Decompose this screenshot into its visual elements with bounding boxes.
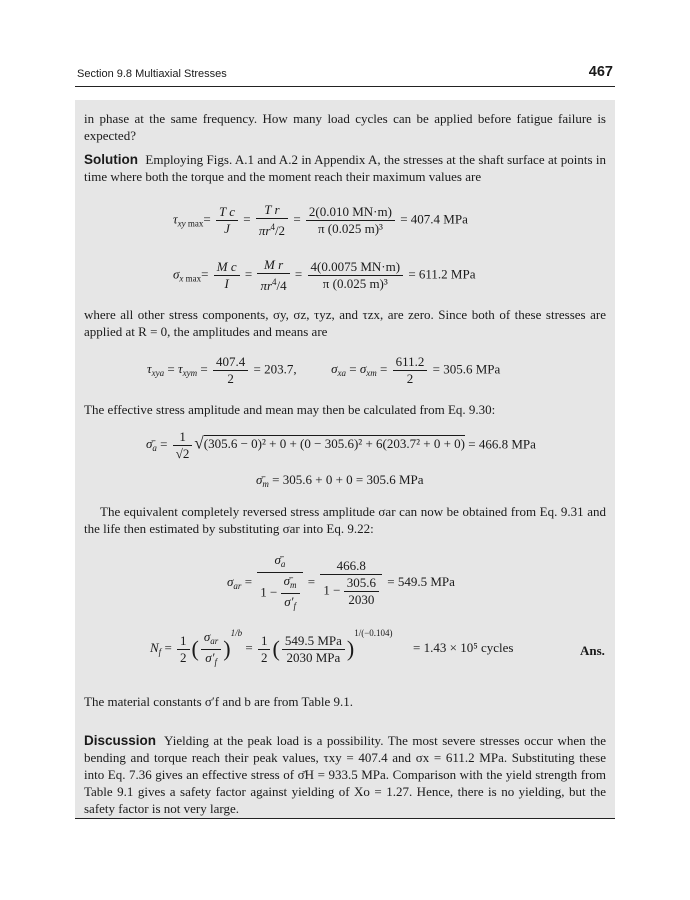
discussion-text: Yielding at the peak load is a possibility. The most severe stresses occur when the bending and torque reach their peak values, τxy = 407.4 and σx = 611.2 MPa. Substituting these into Eq. 7.36 gives an effective stress of σ̄H = 933.5 MPa. Comparison with the yield strength from Table 9.1 gives a safety factor against yielding of Xo = 1.27. Hence, there is no yielding, but the safety factor is not very large. <box>84 733 606 816</box>
paragraph-solution <box>84 151 606 185</box>
eq1-result: = 407.4 MPa <box>400 211 468 227</box>
paragraph-effective: The effective stress amplitude and mean may then be calculated from Eq. 9.30: <box>84 402 496 417</box>
eq4-radicand: (305.6 − 0)² + 0 + (0 − 305.6)² + 6(203.7² + 0 + 0) <box>203 436 465 452</box>
discussion-label: Discussion <box>84 733 157 748</box>
header-rule <box>75 86 615 87</box>
eq2-result: = 611.2 MPa <box>408 266 476 282</box>
solution-label: Solution <box>84 152 138 167</box>
eq7-denominator: 2030 MPa <box>282 649 345 666</box>
paragraph-components: where all other stress components, σy, σz, τyz, and τzx, are zero. Since both of these stresses are applied at R = 0, the amplitudes and means are <box>84 307 606 339</box>
page-number: 467 <box>588 64 613 80</box>
running-header <box>75 64 615 86</box>
equation-tau-max: $\tau_{xy max}=$ $\frac{\text{T c}}{J}$ = $\frac{\text{T r}}{\pi r^4/2}$ = $\frac{2(0.010 MN\cdot m)}{\text{π (0.025 m)³}}$ = 407.4 MPa <box>173 202 468 238</box>
equation-sigma-max: $\sigma_{x max}=$ $\frac{\text{M c}}{I}$ = $\frac{\text{M r}}{\pi r^4/4}$ = $\frac{4(0.0075 MN\cdot m)}{\text{π (0.025 m)³}}$ = 611.2 MPa <box>173 257 476 293</box>
eq7-numerator: 549.5 MPa <box>284 632 342 648</box>
eq5-body: = 305.6 + 0 + 0 = 305.6 MPa <box>272 472 424 487</box>
equation-sigma-ar: $\sigma_{ar}$ = $\sigmā_a$ 1 − $\frac{\sigmā_m}{\sigma'_f}$ = 466.8 1 − $\frac{305.6}{2030}$ = 549.5 MPa <box>227 552 455 614</box>
equation-life: $N_f$ = $\frac{1}{2}$ ( $\frac{\sigma_{ar}}{\sigma'_f}$ )$^{1/b}$ = $\frac{1}{2}$ ( $\frac{\text{549.5 MPa}}{\text{2030 MPa}}$ )$^{1/(-0.104)}$ = 1.43 × 10⁵ cycles <box>150 628 513 670</box>
paragraph-question: in phase at the same frequency. How many load cycles can be applied before fatigue failure is expected? <box>84 111 606 143</box>
eq2-numerator: 4(0.0075 MN·m) <box>310 259 401 274</box>
eq3-frac1-num: 407.4 <box>216 354 246 369</box>
eq4-result: = 466.8 MPa <box>468 436 536 452</box>
eq6-inner-num: 305.6 <box>346 575 376 590</box>
answer-marker: Ans. <box>580 643 605 658</box>
section-title: Section 9.8 Multiaxial Stresses <box>77 68 227 80</box>
eq3-frac2-result: = 305.6 MPa <box>432 361 501 377</box>
box-bottom-rule <box>75 818 615 819</box>
paragraph-equivalent: The equivalent completely reversed stress amplitude σar can now be obtained from Eq. 9.31 and the life then estimated by substituting σar into Eq. 9.22: <box>84 504 606 536</box>
equation-amplitudes-means: $\tau_{xya} = \tau_{xym}$ = $\frac{407.4}{2}$ = 203.7, $\sigma_{xa} = \sigma_{xm}$ = $\frac{611.2}{2}$ = 305.6 MPa <box>147 354 501 386</box>
eq3-frac1-result: = 203.7, <box>253 361 297 377</box>
equation-effective-amplitude: $\sigmā_a$ = $\frac{1}{√2}$ √(305.6 − 0)² + 0 + (0 − 305.6)² + 6(203.7² + 0 + 0) = 466.8 MPa <box>146 429 536 461</box>
eq3-frac2-den: 2 <box>393 370 428 387</box>
eq7-exponent: 1/(−0.104) <box>354 628 393 638</box>
eq6-result: = 549.5 MPa <box>387 573 455 589</box>
equation-effective-mean: $\sigmā_m = 305.6 + 0 + 0 = 305.6$ MPa <box>256 472 424 489</box>
eq3-frac2-num: 611.2 <box>395 354 425 369</box>
eq3-frac1-den: 2 <box>213 370 248 387</box>
eq6-inner-den: 2030 <box>344 591 379 608</box>
paragraph-discussion <box>84 732 606 817</box>
eq7-result: = 1.43 × 10⁵ cycles <box>413 640 514 655</box>
solution-text: Employing Figs. A.1 and A.2 in Appendix A, the stresses at the shaft surface at points in time where both the torque and the moment reach their maximum values are <box>84 152 607 184</box>
eq1-denominator: π (0.025 m)³ <box>306 220 395 237</box>
eq6-numerator: 466.8 <box>336 558 366 573</box>
eq2-denominator: π (0.025 m)³ <box>308 275 404 292</box>
paragraph-material-constants: The material constants σ′f and b are from Table 9.1. <box>84 694 353 709</box>
eq1-numerator: 2(0.010 MN·m) <box>308 204 392 219</box>
